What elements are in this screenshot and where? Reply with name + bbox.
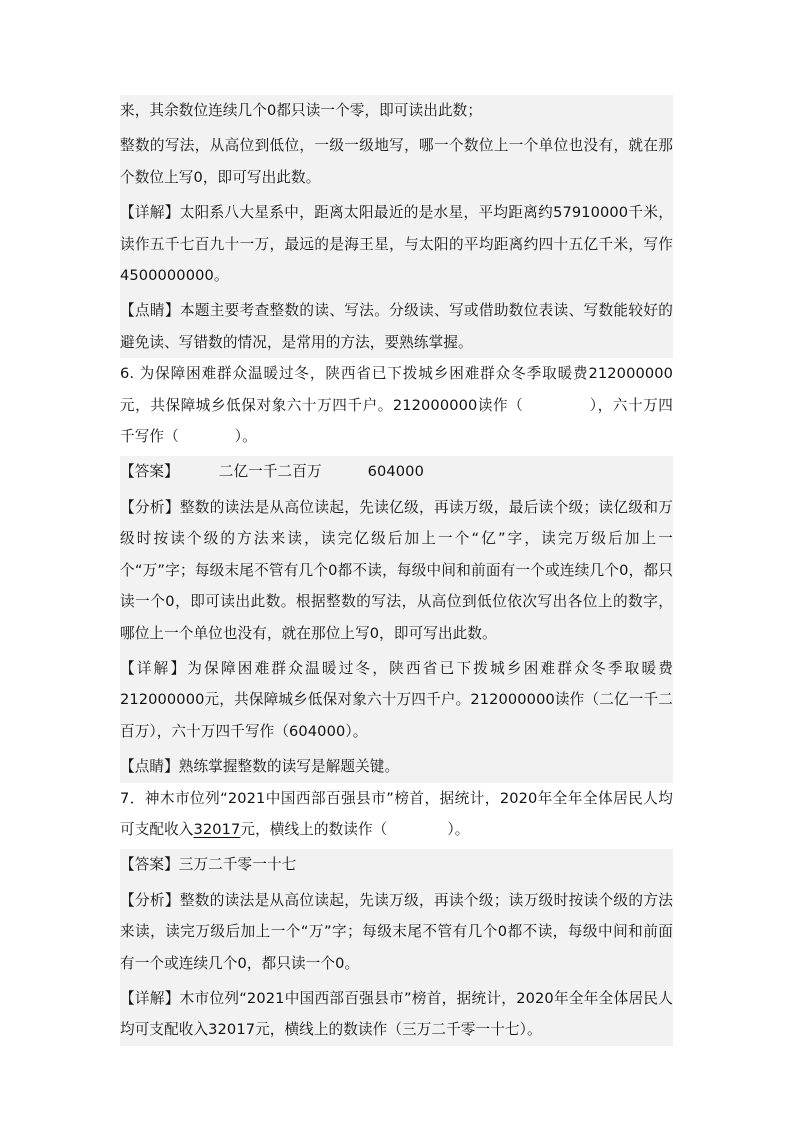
detail-text: 为保障困难群众温暖过冬，陕西省已下拨城乡困难群众冬季取暖费212000000元，共保障城乡低保对象六十万四千户。212000000读作（二亿一千二百万），六十万四千写作（604000）。 (120, 659, 674, 740)
answer-label: 【答案】 (120, 856, 179, 874)
question-6-solution (120, 456, 673, 782)
document-body (120, 95, 673, 1046)
analysis-label: 【分析】 (120, 891, 180, 909)
answer-paragraph (120, 849, 673, 880)
detail-paragraph (120, 197, 673, 291)
answer-1: 二亿一千二百万 (218, 463, 322, 481)
answer-text: 三万二千零一十七 (178, 856, 297, 874)
analysis-text: 整数的读法是从高位读起，先读万级，再读个级；读万级时按读个级的方法来读，读完万级后加上一个“万”字；每级末尾不管有几个0都不读，每级中间和前面有一个或连续几个0，都只读一个0。 (120, 891, 673, 972)
tip-paragraph (120, 751, 673, 782)
detail-text: 木市位列“2021中国西部百强县市”榜首，据统计，2020年全年全体居民人均可支配收入32017元，横线上的数读作（三万二千零一十七）。 (120, 989, 673, 1039)
answer-label: 【答案】 (120, 463, 179, 481)
detail-label: 【详解】 (120, 989, 180, 1007)
detail-label: 【详解】 (120, 204, 180, 222)
writing-rule: 整数的写法，从高位到低位，一级一级地写，哪一个数位上一个单位也没有，就在那个数位上写0，即可写出此数。 (120, 137, 673, 186)
question-6-text-c: ）。 (234, 428, 257, 446)
question-7 (120, 783, 673, 846)
question-6 (120, 358, 673, 452)
tip-label: 【点睛】 (120, 302, 180, 320)
tip-paragraph (120, 295, 673, 358)
detail-text: 太阳系八大星系中，距离太阳最近的是水星，平均距离约57910000千米，读作五千七百九十一万，最远的是海王星，与太阳的平均距离约四十五亿千米，写作4500000000。 (120, 204, 673, 285)
detail-label: 【详解】 (120, 659, 188, 677)
analysis-paragraph (120, 492, 673, 649)
question-6-text-a: 6. 为保障困难群众温暖过冬，陕西省已下拨城乡困难群众冬季取暖费212000000元，共保障城乡低保对象六十万四千户。212000000读作（ (120, 365, 673, 414)
question-6-text-b: ），六十万四千写作（ (120, 396, 673, 446)
question-7-text-b: 元，横线上的数读作（ (240, 820, 388, 838)
question-7-solution (120, 849, 673, 1045)
tip-text: 熟练掌握整数的读写是解题关键。 (178, 758, 400, 776)
section5-solution (120, 95, 673, 358)
analysis-paragraph (120, 885, 673, 979)
question-7-text-c: ）。 (447, 820, 470, 838)
analysis-label: 【分析】 (120, 498, 180, 516)
answer-paragraph (120, 456, 673, 487)
answer-2: 604000 (367, 463, 424, 481)
tip-label: 【点睛】 (120, 758, 179, 776)
detail-paragraph (120, 653, 673, 747)
tip-text: 本题主要考查整数的读、写法。分级读、写或借助数位表读、写数能较好的避免读、写错数的情况，是常用的方法，要熟练掌握。 (120, 302, 673, 351)
question-7-text-a: 7．神木市位列“2021中国西部百强县市”榜首，据统计，2020年全年全体居民人均可支配收入 (120, 789, 673, 838)
underlined-number: 32017 (193, 820, 241, 838)
reading-rule-continuation: 来，其余数位连续几个0都只读一个零，即可读出此数； (120, 102, 483, 119)
detail-paragraph (120, 983, 673, 1046)
analysis-text: 整数的读法是从高位读起，先读亿级，再读万级，最后读个级；读亿级和万级时按读个级的方法来读，读完亿级后加上一个“亿”字，读完万级后加上一个“万”字；每级末尾不管有几个0都不读，每级中间和前面有一个或连续几个0，都只读一个0，即可读出此数。根据整数的写法，从高位到低位依次写出各位上的数字，哪位上一个单位也没有，就在那位上写0，即可写出此数。 (120, 498, 673, 642)
